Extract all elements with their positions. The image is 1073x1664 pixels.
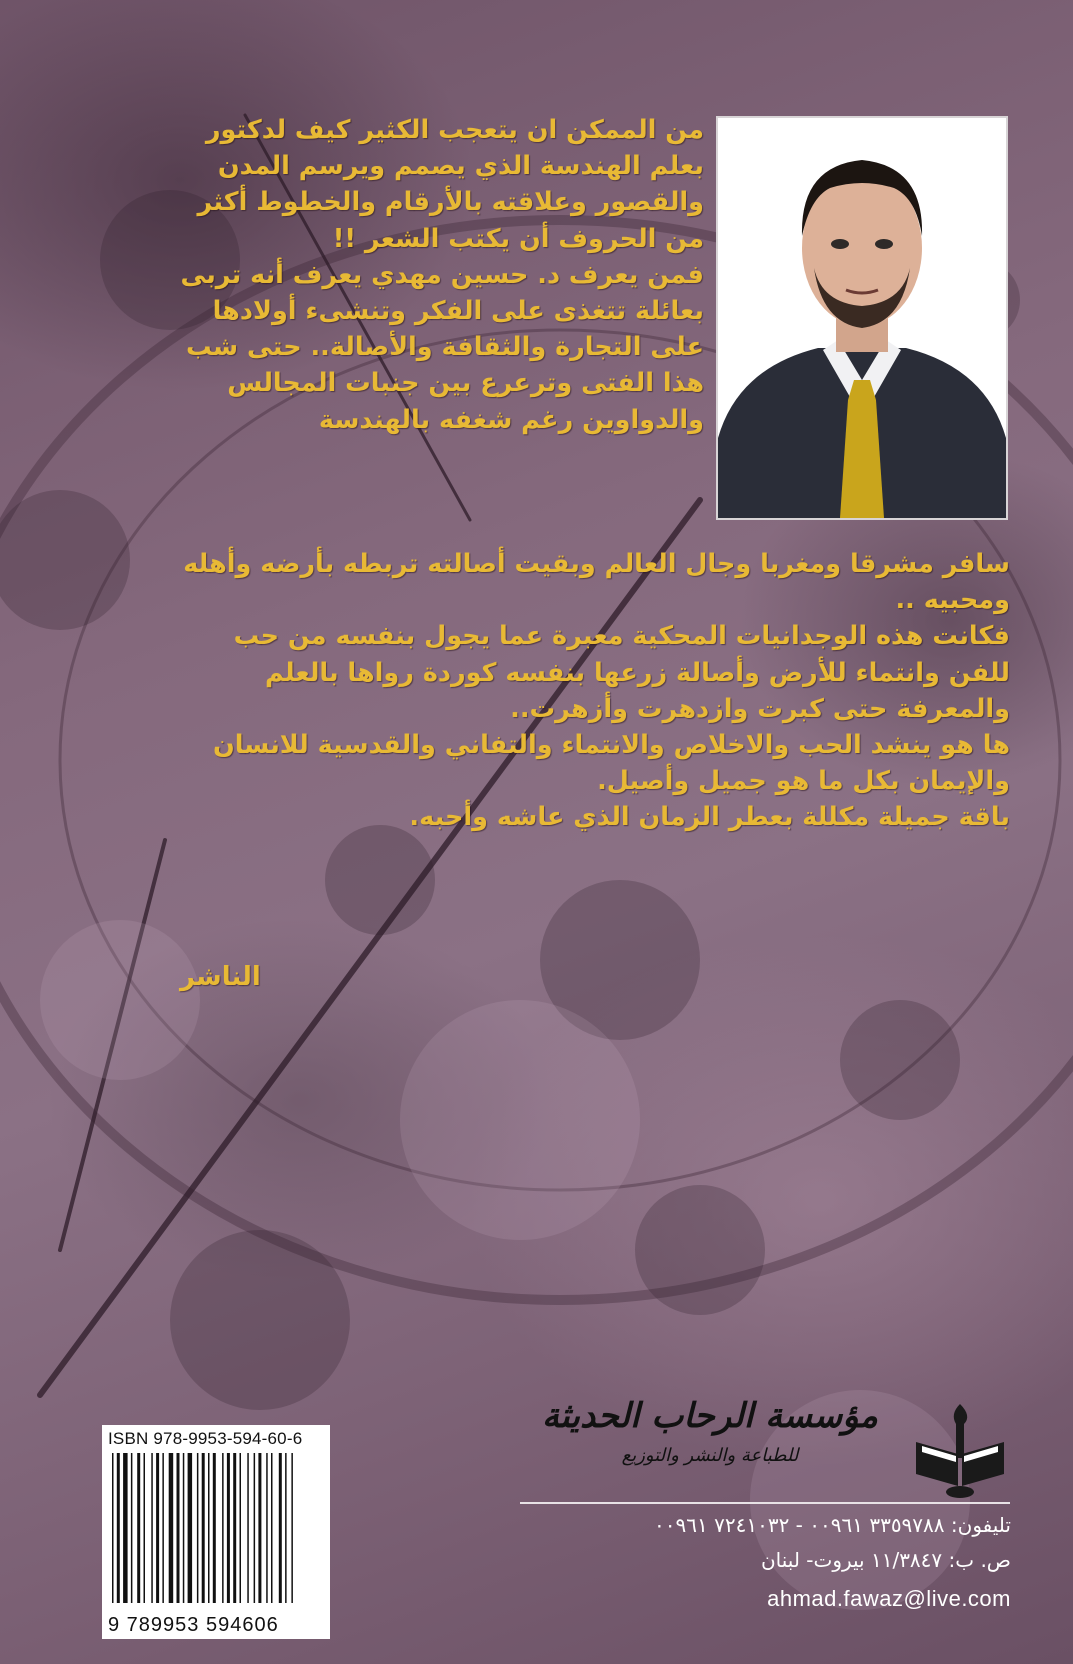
blurb-top-paragraph [98,112,704,438]
barcode-digits: 9 789953 594606 [108,1614,279,1636]
publisher-signature: الناشر [180,962,261,992]
blurb-line: والإيمان بكل ما هو جميل وأصيل. [597,766,1010,797]
isbn-barcode [102,1425,330,1639]
blurb-line: ومحبيه .. [895,585,1010,616]
blurb-line: فكانت هذه الوجدانيات المحكية معبرة عما يجول بنفسه من حب [233,621,1010,652]
publisher-subtitle: للطباعة والنشر والتوزيع [621,1445,799,1466]
blurb-line: من الممكن ان يتعجب الكثير كيف لدكتور [205,115,704,145]
contact-address: ص. ب: ١١/٣٨٤٧ بيروت- لبنان [760,1548,1011,1572]
blurb-line: والقصور وعلاقته بالأرقام والخطوط أكثر [197,187,704,218]
blurb-line: باقة جميلة مكللة بعطر الزمان الذي عاشه وأحبه. [409,802,1010,833]
author-photo [716,116,1008,520]
divider [520,1502,1010,1504]
blurb-line: من الحروف أن يكتب الشعر !! [332,223,704,254]
open-book-torch-logo-icon [910,1402,1010,1502]
blurb-line: فمن يعرف د. حسين مهدي يعرف أنه تربى [180,259,704,290]
blurb-bottom-paragraph [60,546,1010,836]
blurb-line: سافر مشرقا ومغربا وجال العالم وبقيت أصالته تربطه بأرضه وأهله [183,549,1010,579]
blurb-line: بعائلة تتغذى على الفكر وتنشىء أولادها [212,296,704,327]
right-eye [875,239,893,249]
contact-email: ahmad.fawaz@live.com [767,1586,1011,1611]
blurb-line: والمعرفة حتى كبرت وازدهرت وأزهرت.. [510,693,1010,724]
blurb-line: والدواوين رغم شغفه بالهندسة [318,404,704,435]
author-portrait-icon [718,118,1006,518]
blurb-line: بعلم الهندسة الذي يصمم ويرسم المدن [217,151,704,182]
contact-phone: تليفون: ٣٣٥٩٧٨٨ ٠٠٩٦١ - ٧٢٤١٠٣٢ ٠٠٩٦١ [654,1513,1011,1537]
barcode-bars [108,1453,324,1603]
blurb-line: هذا الفتى وترعرع بين جنبات المجالس [227,368,704,399]
publisher-name: مؤسسة الرحاب الحديثة [542,1396,878,1436]
blurb-line: على التجارة والثقافة والأصالة.. حتى شب [186,332,704,363]
left-eye [831,239,849,249]
blurb-line: ها هو ينشد الحب والاخلاص والانتماء والتفاني والقدسية للانسان [212,730,1010,761]
blurb-line: للفن وانتماء للأرض وأصالة زرعها بنفسه كوردة رواها بالعلم [265,657,1010,688]
isbn-label: ISBN 978-9953-594-60-6 [108,1429,303,1448]
